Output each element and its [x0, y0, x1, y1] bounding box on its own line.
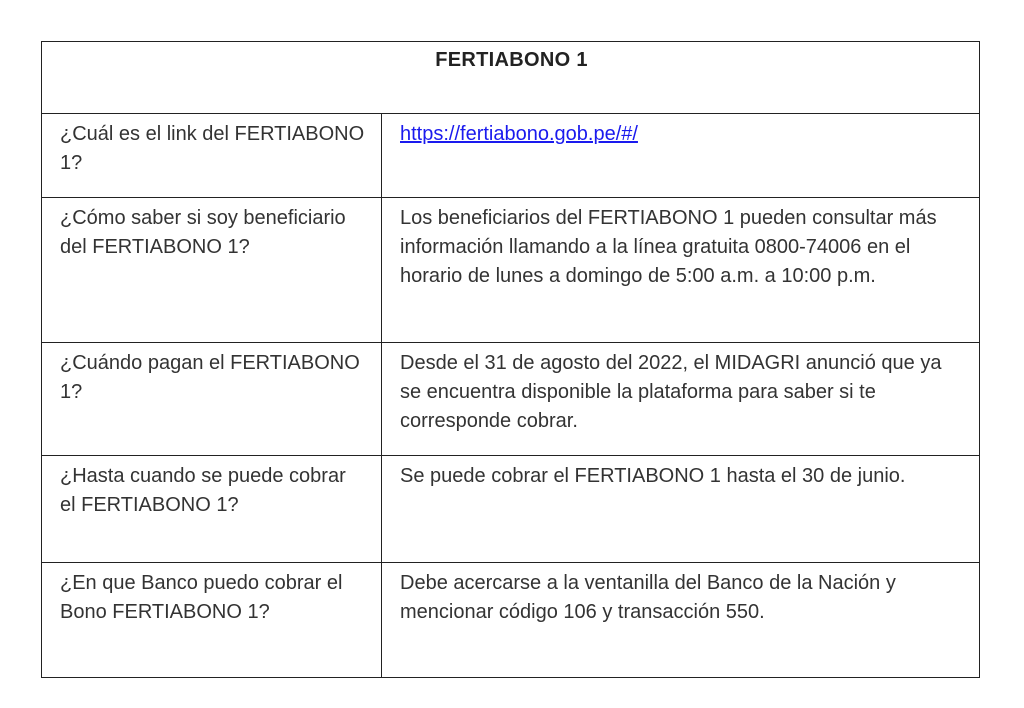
answer-cell: [382, 114, 980, 198]
faq-table: [41, 41, 980, 678]
table-title: FERTIABONO 1: [42, 42, 980, 114]
question-cell: ¿En que Banco puedo cobrar el Bono FERTIABONO 1?: [42, 563, 382, 678]
question-cell: ¿Cómo saber si soy beneficiario del FERTIABONO 1?: [42, 198, 382, 343]
question-cell: ¿Hasta cuando se puede cobrar el FERTIABONO 1?: [42, 456, 382, 563]
answer-cell: Se puede cobrar el FERTIABONO 1 hasta el 30 de junio.: [382, 456, 980, 563]
table-row: [42, 343, 980, 456]
table-row: [42, 114, 980, 198]
fertiabono-link[interactable]: https://fertiabono.gob.pe/#/: [400, 123, 638, 145]
table-row: [42, 198, 980, 343]
table-row: [42, 456, 980, 563]
title-row: [42, 42, 980, 114]
table-row: [42, 563, 980, 678]
answer-cell: Debe acercarse a la ventanilla del Banco de la Nación y mencionar código 106 y transacción 550.: [382, 563, 980, 678]
question-cell: ¿Cuál es el link del FERTIABONO 1?: [42, 114, 382, 198]
answer-cell: Desde el 31 de agosto del 2022, el MIDAGRI anunció que ya se encuentra disponible la plataforma para saber si te corresponde cobrar.: [382, 343, 980, 456]
answer-cell: Los beneficiarios del FERTIABONO 1 pueden consultar más información llamando a la línea gratuita 0800-74006 en el horario de lunes a domingo de 5:00 a.m. a 10:00 p.m.: [382, 198, 980, 343]
question-cell: ¿Cuándo pagan el FERTIABONO 1?: [42, 343, 382, 456]
